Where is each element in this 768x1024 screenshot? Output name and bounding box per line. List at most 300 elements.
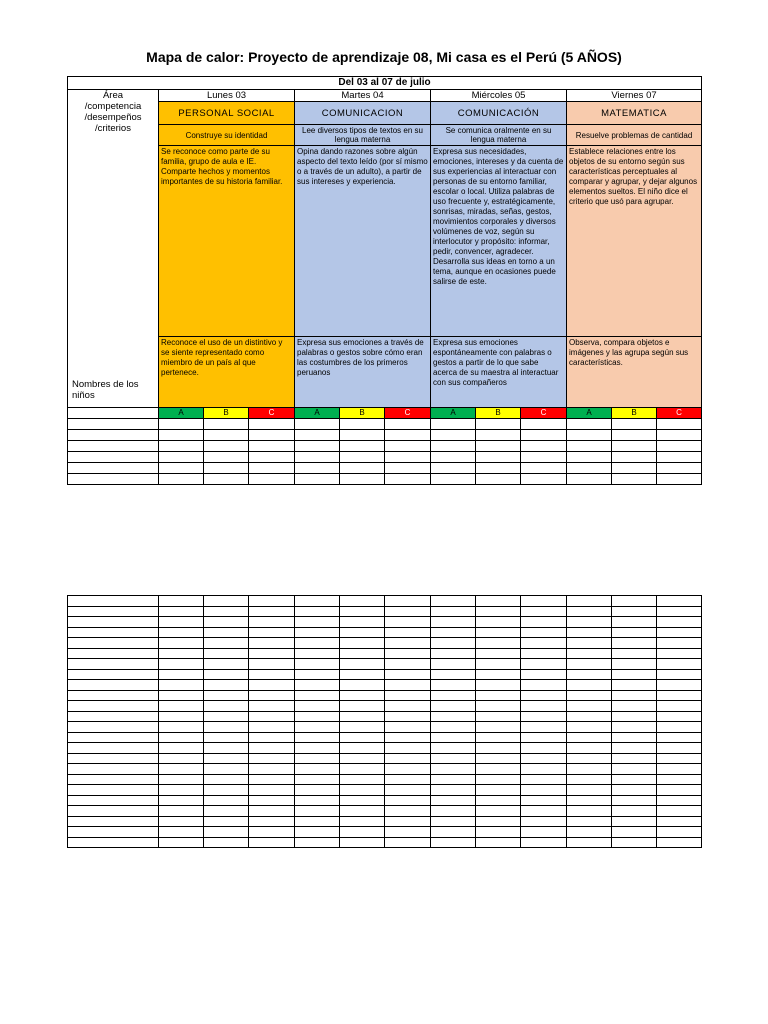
grade-cell[interactable] (476, 701, 521, 712)
grade-cell[interactable] (295, 732, 340, 743)
grade-cell[interactable] (295, 774, 340, 785)
grade-cell[interactable] (204, 753, 249, 764)
grade-cell[interactable] (612, 795, 657, 806)
grade-cell[interactable] (612, 474, 657, 485)
grade-cell[interactable] (657, 463, 702, 474)
grade-cell[interactable] (521, 711, 567, 722)
grade-cell[interactable] (657, 659, 702, 670)
grade-cell[interactable] (159, 722, 204, 733)
grade-cell[interactable] (295, 419, 340, 430)
grade-cell[interactable] (159, 774, 204, 785)
grade-cell[interactable] (204, 837, 249, 848)
grade-cell[interactable] (657, 430, 702, 441)
grade-cell[interactable] (521, 474, 567, 485)
grade-cell[interactable] (295, 827, 340, 838)
grade-cell[interactable] (657, 627, 702, 638)
grade-cell[interactable] (476, 441, 521, 452)
grade-cell[interactable] (476, 627, 521, 638)
grade-cell[interactable] (340, 795, 385, 806)
grade-cell[interactable] (159, 827, 204, 838)
grade-cell[interactable] (657, 474, 702, 485)
grade-cell[interactable] (567, 816, 612, 827)
grade-cell[interactable] (340, 463, 385, 474)
grade-cell[interactable] (567, 711, 612, 722)
grade-cell[interactable] (612, 638, 657, 649)
grade-cell[interactable] (431, 669, 476, 680)
grade-cell[interactable] (385, 722, 431, 733)
grade-cell[interactable] (204, 419, 249, 430)
grade-cell[interactable] (385, 430, 431, 441)
grade-cell[interactable] (521, 638, 567, 649)
grade-cell[interactable] (612, 430, 657, 441)
grade-cell[interactable] (204, 764, 249, 775)
grade-cell[interactable] (249, 690, 295, 701)
grade-cell[interactable] (295, 816, 340, 827)
grade-cell[interactable] (385, 680, 431, 691)
grade-cell[interactable] (476, 474, 521, 485)
grade-cell[interactable] (521, 753, 567, 764)
grade-cell[interactable] (612, 452, 657, 463)
grade-cell[interactable] (612, 690, 657, 701)
student-name-cell[interactable] (68, 463, 159, 474)
grade-cell[interactable] (340, 690, 385, 701)
grade-cell[interactable] (657, 743, 702, 754)
grade-cell[interactable] (521, 837, 567, 848)
grade-cell[interactable] (385, 732, 431, 743)
grade-cell[interactable] (431, 732, 476, 743)
grade-cell[interactable] (385, 659, 431, 670)
grade-cell[interactable] (612, 617, 657, 628)
grade-cell[interactable] (431, 722, 476, 733)
grade-cell[interactable] (521, 617, 567, 628)
grade-cell[interactable] (567, 463, 612, 474)
grade-cell[interactable] (204, 463, 249, 474)
grade-cell[interactable] (521, 606, 567, 617)
student-name-cell[interactable] (68, 785, 159, 796)
grade-cell[interactable] (612, 732, 657, 743)
grade-cell[interactable] (249, 753, 295, 764)
grade-cell[interactable] (340, 430, 385, 441)
grade-cell[interactable] (385, 669, 431, 680)
grade-cell[interactable] (431, 753, 476, 764)
student-name-cell[interactable] (68, 711, 159, 722)
grade-cell[interactable] (567, 596, 612, 607)
grade-cell[interactable] (249, 638, 295, 649)
grade-cell[interactable] (204, 690, 249, 701)
grade-cell[interactable] (657, 701, 702, 712)
grade-cell[interactable] (567, 722, 612, 733)
grade-cell[interactable] (249, 474, 295, 485)
grade-cell[interactable] (249, 441, 295, 452)
grade-cell[interactable] (204, 722, 249, 733)
grade-cell[interactable] (159, 669, 204, 680)
grade-cell[interactable] (657, 638, 702, 649)
grade-cell[interactable] (159, 648, 204, 659)
student-name-cell[interactable] (68, 474, 159, 485)
grade-cell[interactable] (249, 816, 295, 827)
grade-cell[interactable] (612, 596, 657, 607)
grade-cell[interactable] (204, 816, 249, 827)
grade-cell[interactable] (657, 669, 702, 680)
grade-cell[interactable] (521, 795, 567, 806)
grade-cell[interactable] (612, 816, 657, 827)
grade-cell[interactable] (204, 795, 249, 806)
grade-cell[interactable] (340, 743, 385, 754)
grade-cell[interactable] (295, 659, 340, 670)
grade-cell[interactable] (385, 701, 431, 712)
grade-cell[interactable] (612, 711, 657, 722)
student-name-cell[interactable] (68, 795, 159, 806)
grade-cell[interactable] (204, 806, 249, 817)
grade-cell[interactable] (431, 711, 476, 722)
grade-cell[interactable] (385, 785, 431, 796)
grade-cell[interactable] (385, 617, 431, 628)
grade-cell[interactable] (476, 711, 521, 722)
grade-cell[interactable] (204, 669, 249, 680)
grade-cell[interactable] (431, 659, 476, 670)
grade-cell[interactable] (249, 743, 295, 754)
grade-cell[interactable] (340, 441, 385, 452)
student-name-cell[interactable] (68, 816, 159, 827)
grade-cell[interactable] (204, 474, 249, 485)
grade-cell[interactable] (340, 837, 385, 848)
grade-cell[interactable] (159, 701, 204, 712)
grade-cell[interactable] (340, 701, 385, 712)
grade-cell[interactable] (612, 806, 657, 817)
grade-cell[interactable] (567, 606, 612, 617)
grade-cell[interactable] (295, 606, 340, 617)
grade-cell[interactable] (385, 753, 431, 764)
grade-cell[interactable] (431, 627, 476, 638)
grade-cell[interactable] (159, 806, 204, 817)
grade-cell[interactable] (340, 659, 385, 670)
grade-cell[interactable] (249, 680, 295, 691)
grade-cell[interactable] (476, 638, 521, 649)
grade-cell[interactable] (204, 441, 249, 452)
grade-cell[interactable] (657, 711, 702, 722)
grade-cell[interactable] (295, 441, 340, 452)
grade-cell[interactable] (340, 596, 385, 607)
grade-cell[interactable] (159, 452, 204, 463)
grade-cell[interactable] (249, 806, 295, 817)
grade-cell[interactable] (476, 722, 521, 733)
grade-cell[interactable] (340, 806, 385, 817)
grade-cell[interactable] (431, 441, 476, 452)
grade-cell[interactable] (612, 701, 657, 712)
student-name-cell[interactable] (68, 774, 159, 785)
grade-cell[interactable] (204, 596, 249, 607)
grade-cell[interactable] (204, 606, 249, 617)
grade-cell[interactable] (431, 617, 476, 628)
grade-cell[interactable] (295, 638, 340, 649)
grade-cell[interactable] (521, 701, 567, 712)
grade-cell[interactable] (159, 463, 204, 474)
grade-cell[interactable] (567, 452, 612, 463)
grade-cell[interactable] (340, 606, 385, 617)
grade-cell[interactable] (204, 827, 249, 838)
grade-cell[interactable] (340, 827, 385, 838)
grade-cell[interactable] (159, 659, 204, 670)
grade-cell[interactable] (249, 722, 295, 733)
grade-cell[interactable] (340, 452, 385, 463)
grade-cell[interactable] (657, 606, 702, 617)
student-name-cell[interactable] (68, 753, 159, 764)
grade-cell[interactable] (612, 753, 657, 764)
grade-cell[interactable] (431, 680, 476, 691)
grade-cell[interactable] (249, 648, 295, 659)
grade-cell[interactable] (567, 669, 612, 680)
grade-cell[interactable] (249, 837, 295, 848)
grade-cell[interactable] (159, 680, 204, 691)
grade-cell[interactable] (295, 463, 340, 474)
grade-cell[interactable] (567, 638, 612, 649)
grade-cell[interactable] (385, 419, 431, 430)
grade-cell[interactable] (385, 837, 431, 848)
grade-cell[interactable] (295, 711, 340, 722)
grade-cell[interactable] (567, 659, 612, 670)
grade-cell[interactable] (612, 837, 657, 848)
grade-cell[interactable] (295, 627, 340, 638)
grade-cell[interactable] (476, 774, 521, 785)
grade-cell[interactable] (612, 785, 657, 796)
grade-cell[interactable] (340, 419, 385, 430)
grade-cell[interactable] (431, 806, 476, 817)
grade-cell[interactable] (521, 452, 567, 463)
student-name-cell[interactable] (68, 743, 159, 754)
grade-cell[interactable] (159, 753, 204, 764)
grade-cell[interactable] (159, 474, 204, 485)
grade-cell[interactable] (657, 837, 702, 848)
grade-cell[interactable] (340, 680, 385, 691)
grade-cell[interactable] (159, 606, 204, 617)
grade-cell[interactable] (295, 669, 340, 680)
grade-cell[interactable] (612, 659, 657, 670)
grade-cell[interactable] (295, 648, 340, 659)
grade-cell[interactable] (612, 669, 657, 680)
grade-cell[interactable] (476, 753, 521, 764)
student-name-cell[interactable] (68, 596, 159, 607)
grade-cell[interactable] (249, 617, 295, 628)
student-name-cell[interactable] (68, 441, 159, 452)
grade-cell[interactable] (295, 430, 340, 441)
grade-cell[interactable] (431, 785, 476, 796)
grade-cell[interactable] (340, 711, 385, 722)
grade-cell[interactable] (340, 474, 385, 485)
grade-cell[interactable] (159, 816, 204, 827)
grade-cell[interactable] (159, 627, 204, 638)
grade-cell[interactable] (249, 701, 295, 712)
grade-cell[interactable] (295, 743, 340, 754)
grade-cell[interactable] (249, 774, 295, 785)
grade-cell[interactable] (159, 711, 204, 722)
grade-cell[interactable] (521, 680, 567, 691)
grade-cell[interactable] (476, 764, 521, 775)
grade-cell[interactable] (657, 827, 702, 838)
student-name-cell[interactable] (68, 837, 159, 848)
grade-cell[interactable] (476, 659, 521, 670)
grade-cell[interactable] (476, 837, 521, 848)
student-name-cell[interactable] (68, 690, 159, 701)
grade-cell[interactable] (657, 596, 702, 607)
grade-cell[interactable] (159, 785, 204, 796)
grade-cell[interactable] (567, 774, 612, 785)
grade-cell[interactable] (204, 648, 249, 659)
grade-cell[interactable] (521, 430, 567, 441)
grade-cell[interactable] (567, 806, 612, 817)
grade-cell[interactable] (431, 701, 476, 712)
grade-cell[interactable] (340, 753, 385, 764)
grade-cell[interactable] (431, 463, 476, 474)
grade-cell[interactable] (385, 795, 431, 806)
student-name-cell[interactable] (68, 827, 159, 838)
grade-cell[interactable] (612, 648, 657, 659)
grade-cell[interactable] (204, 617, 249, 628)
grade-cell[interactable] (295, 806, 340, 817)
grade-cell[interactable] (431, 795, 476, 806)
grade-cell[interactable] (612, 627, 657, 638)
grade-cell[interactable] (431, 638, 476, 649)
grade-cell[interactable] (159, 596, 204, 607)
student-name-cell[interactable] (68, 764, 159, 775)
grade-cell[interactable] (204, 452, 249, 463)
grade-cell[interactable] (385, 816, 431, 827)
grade-cell[interactable] (204, 430, 249, 441)
grade-cell[interactable] (567, 474, 612, 485)
grade-cell[interactable] (567, 827, 612, 838)
grade-cell[interactable] (431, 827, 476, 838)
grade-cell[interactable] (385, 690, 431, 701)
grade-cell[interactable] (521, 669, 567, 680)
grade-cell[interactable] (249, 659, 295, 670)
grade-cell[interactable] (612, 419, 657, 430)
grade-cell[interactable] (476, 648, 521, 659)
grade-cell[interactable] (204, 627, 249, 638)
grade-cell[interactable] (567, 732, 612, 743)
grade-cell[interactable] (385, 638, 431, 649)
student-name-cell[interactable] (68, 701, 159, 712)
grade-cell[interactable] (295, 596, 340, 607)
grade-cell[interactable] (249, 711, 295, 722)
grade-cell[interactable] (340, 774, 385, 785)
grade-cell[interactable] (612, 606, 657, 617)
grade-cell[interactable] (385, 606, 431, 617)
grade-cell[interactable] (612, 743, 657, 754)
grade-cell[interactable] (612, 463, 657, 474)
grade-cell[interactable] (340, 638, 385, 649)
grade-cell[interactable] (476, 419, 521, 430)
grade-cell[interactable] (249, 452, 295, 463)
grade-cell[interactable] (521, 806, 567, 817)
grade-cell[interactable] (385, 452, 431, 463)
grade-cell[interactable] (249, 764, 295, 775)
grade-cell[interactable] (476, 617, 521, 628)
grade-cell[interactable] (159, 795, 204, 806)
grade-cell[interactable] (612, 774, 657, 785)
student-name-cell[interactable] (68, 617, 159, 628)
grade-cell[interactable] (476, 732, 521, 743)
grade-cell[interactable] (567, 690, 612, 701)
grade-cell[interactable] (612, 827, 657, 838)
grade-cell[interactable] (476, 606, 521, 617)
grade-cell[interactable] (567, 764, 612, 775)
grade-cell[interactable] (159, 690, 204, 701)
grade-cell[interactable] (159, 419, 204, 430)
grade-cell[interactable] (431, 648, 476, 659)
grade-cell[interactable] (476, 690, 521, 701)
student-name-cell[interactable] (68, 669, 159, 680)
grade-cell[interactable] (567, 419, 612, 430)
grade-cell[interactable] (521, 732, 567, 743)
grade-cell[interactable] (340, 785, 385, 796)
grade-cell[interactable] (385, 596, 431, 607)
grade-cell[interactable] (431, 743, 476, 754)
student-name-cell[interactable] (68, 732, 159, 743)
grade-cell[interactable] (249, 785, 295, 796)
grade-cell[interactable] (657, 452, 702, 463)
grade-cell[interactable] (521, 627, 567, 638)
grade-cell[interactable] (340, 722, 385, 733)
grade-cell[interactable] (295, 452, 340, 463)
grade-cell[interactable] (521, 463, 567, 474)
grade-cell[interactable] (567, 617, 612, 628)
grade-cell[interactable] (385, 474, 431, 485)
grade-cell[interactable] (567, 430, 612, 441)
grade-cell[interactable] (385, 627, 431, 638)
grade-cell[interactable] (431, 419, 476, 430)
grade-cell[interactable] (521, 785, 567, 796)
grade-cell[interactable] (476, 795, 521, 806)
grade-cell[interactable] (567, 441, 612, 452)
grade-cell[interactable] (657, 806, 702, 817)
grade-cell[interactable] (612, 680, 657, 691)
grade-cell[interactable] (476, 669, 521, 680)
grade-cell[interactable] (567, 627, 612, 638)
grade-cell[interactable] (657, 617, 702, 628)
student-name-cell[interactable] (68, 606, 159, 617)
grade-cell[interactable] (612, 441, 657, 452)
grade-cell[interactable] (204, 774, 249, 785)
grade-cell[interactable] (521, 764, 567, 775)
grade-cell[interactable] (340, 764, 385, 775)
grade-cell[interactable] (612, 722, 657, 733)
grade-cell[interactable] (431, 690, 476, 701)
grade-cell[interactable] (295, 722, 340, 733)
grade-cell[interactable] (567, 785, 612, 796)
grade-cell[interactable] (340, 816, 385, 827)
grade-cell[interactable] (340, 669, 385, 680)
grade-cell[interactable] (476, 743, 521, 754)
grade-cell[interactable] (567, 795, 612, 806)
grade-cell[interactable] (431, 474, 476, 485)
grade-cell[interactable] (295, 701, 340, 712)
grade-cell[interactable] (657, 816, 702, 827)
grade-cell[interactable] (295, 837, 340, 848)
grade-cell[interactable] (159, 441, 204, 452)
grade-cell[interactable] (249, 669, 295, 680)
grade-cell[interactable] (249, 463, 295, 474)
grade-cell[interactable] (521, 659, 567, 670)
grade-cell[interactable] (657, 680, 702, 691)
grade-cell[interactable] (159, 743, 204, 754)
grade-cell[interactable] (657, 795, 702, 806)
grade-cell[interactable] (521, 722, 567, 733)
grade-cell[interactable] (657, 764, 702, 775)
grade-cell[interactable] (521, 419, 567, 430)
grade-cell[interactable] (249, 596, 295, 607)
grade-cell[interactable] (521, 816, 567, 827)
grade-cell[interactable] (385, 827, 431, 838)
grade-cell[interactable] (431, 430, 476, 441)
